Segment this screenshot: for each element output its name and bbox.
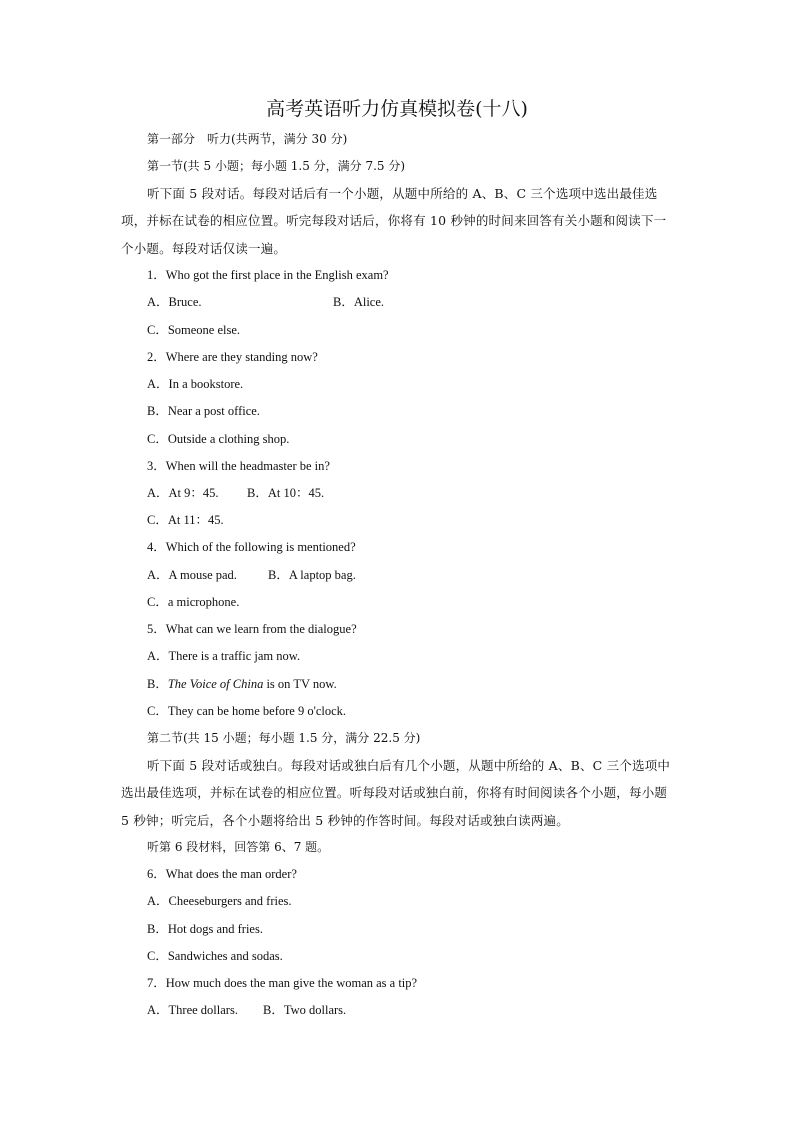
option-b-prefix: B． — [147, 677, 168, 691]
question-3-stem: 3．When will the headmaster be in? — [147, 459, 330, 473]
question-1-option-c: C．Someone else. — [147, 323, 241, 337]
material-6-instruction: 听第 6 段材料，回答第 6、7 题。 — [147, 840, 330, 854]
question-5-option-a: A．There is a traffic jam now. — [147, 649, 301, 663]
show-title: The Voice of China — [167, 677, 264, 691]
question-4-option-b: B．A laptop bag. — [268, 568, 356, 582]
option-b-suffix: is on TV now. — [263, 677, 337, 691]
question-1-option-b: B．Alice. — [333, 295, 385, 309]
question-5-stem: 5．What can we learn from the dialogue? — [147, 622, 357, 636]
question-1-option-a: A．Bruce. — [147, 295, 202, 309]
section2-header: 第二节(共 15 小题；每小题 1.5 分，满分 22.5 分) — [147, 731, 421, 745]
question-3-option-b: B．At 10：45. — [247, 486, 325, 500]
question-5-option-b — [147, 675, 337, 693]
part1-header: 第一部分 听力(共两节，满分 30 分) — [147, 132, 348, 146]
question-7-option-b: B．Two dollars. — [263, 1003, 347, 1017]
question-4-option-c: C．a microphone. — [147, 595, 240, 609]
question-5-option-c: C．They can be home before 9 o'clock. — [147, 704, 347, 718]
section1-instructions: 听下面 5 段对话。每段对话后有一个小题，从题中所给的 A、B、C 三个选项中选出最佳选项，并标在试卷的相应位置。听完每段对话后，你将有 10 秒钟的时间来回答有关小题和阅读下一个小题。每段对话仅读一遍。 — [121, 186, 667, 256]
page-title: 高考英语听力仿真模拟卷(十八) — [266, 98, 528, 120]
question-7-option-a: A．Three dollars. — [147, 1003, 238, 1017]
question-6-option-a: A．Cheeseburgers and fries. — [147, 894, 292, 908]
question-6-option-c: C．Sandwiches and sodas. — [147, 949, 283, 963]
question-3-option-c: C．At 11：45. — [147, 513, 224, 527]
question-2-option-c: C．Outside a clothing shop. — [147, 432, 290, 446]
section1-header: 第一节(共 5 小题；每小题 1.5 分，满分 7.5 分) — [147, 159, 406, 173]
question-6-option-b: B．Hot dogs and fries. — [147, 922, 263, 936]
question-2-option-b: B．Near a post office. — [147, 404, 260, 418]
question-6-stem: 6．What does the man order? — [147, 867, 297, 881]
question-2-option-a: A．In a bookstore. — [147, 377, 244, 391]
question-4-stem: 4．Which of the following is mentioned? — [147, 540, 356, 554]
question-3-option-a: A．At 9：45. — [147, 486, 219, 500]
question-4-option-a: A．A mouse pad. — [147, 568, 237, 582]
question-7-stem: 7．How much does the man give the woman as a tip? — [147, 976, 418, 990]
question-2-stem: 2．Where are they standing now? — [147, 350, 318, 364]
question-1-stem: 1．Who got the first place in the English exam? — [147, 268, 389, 282]
section2-instructions: 听下面 5 段对话或独白。每段对话或独白后有几个小题，从题中所给的 A、B、C 三个选项中选出最佳选项，并标在试卷的相应位置。听每段对话或独白前，你将有时间阅读各个小题，每小题 5 秒钟；听完后，各个小题将给出 5 秒钟的作答时间。每段对话或独白读两遍。 — [121, 758, 671, 828]
